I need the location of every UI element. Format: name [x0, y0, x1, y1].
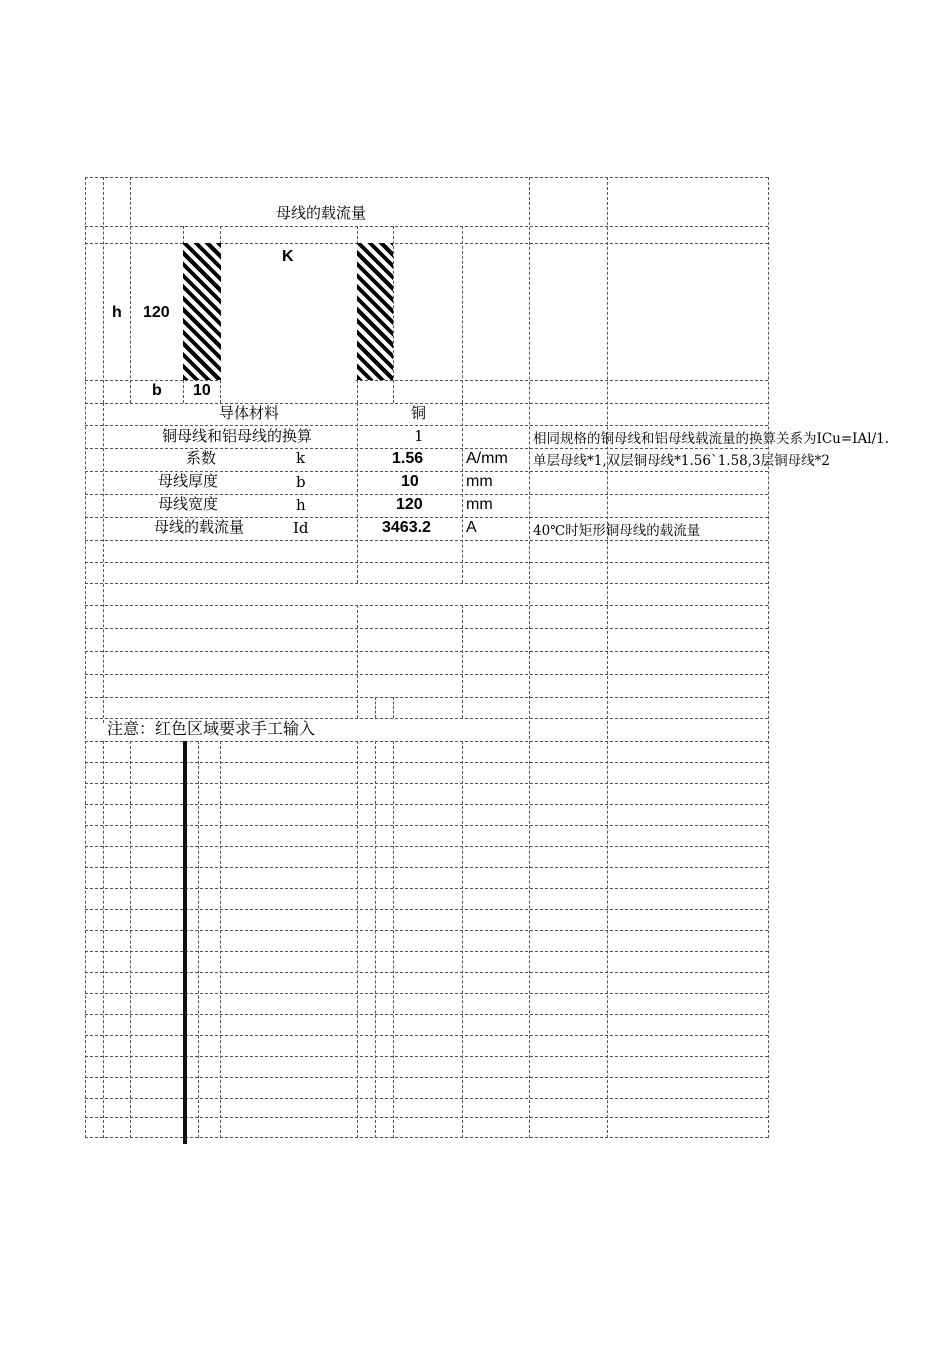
row-label-thickness: 母线厚度 [158, 472, 219, 490]
h-value[interactable]: 120 [143, 304, 170, 321]
row-label-width: 母线宽度 [158, 495, 219, 513]
row-unit-coefficient: A/mm [466, 450, 508, 467]
row-label-current: 母线的载流量 [154, 518, 245, 536]
current-note: 40℃时矩形铜母线的载流量 [533, 523, 701, 539]
row-value-material[interactable]: 铜 [411, 404, 427, 422]
row-unit-thickness: mm [466, 473, 493, 490]
row-unit-current: A [466, 519, 477, 536]
row-label-conversion: 铜母线和铝母线的换算 [162, 427, 313, 445]
conversion-note-line1: 相同规格的铜母线和铝母线载流量的换算关系为ICu=IAl/1. [533, 431, 889, 447]
k-label: K [282, 248, 294, 265]
row-symbol-thickness: b [296, 473, 306, 491]
row-unit-width: mm [466, 496, 493, 513]
h-label: h [112, 304, 122, 321]
sheet-title: 母线的载流量 [276, 204, 367, 222]
row-symbol-width: h [296, 496, 306, 514]
row-value-coefficient[interactable]: 1.56 [392, 450, 424, 467]
busbar-gap [221, 244, 356, 403]
row-label-coefficient: 系数 [186, 449, 217, 467]
row-value-conversion[interactable]: 1 [414, 427, 424, 445]
row-symbol-coefficient: k [296, 449, 306, 467]
conversion-note-line2: 单层母线*1,双层铜母线*1.56`1.58,3层铜母线*2 [533, 453, 830, 469]
row-label-material: 导体材料 [219, 404, 280, 422]
busbar-right-hatch [357, 243, 393, 380]
row-symbol-current: Id [293, 519, 309, 537]
row-value-width[interactable]: 120 [396, 496, 423, 513]
row-value-current: 3463.2 [382, 519, 431, 536]
b-label: b [152, 382, 162, 399]
manual-input-note: 注意：红色区域要求手工输入 [107, 719, 316, 738]
busbar-left-hatch [183, 243, 221, 380]
row-value-thickness[interactable]: 10 [401, 473, 419, 490]
b-value[interactable]: 10 [193, 382, 211, 399]
